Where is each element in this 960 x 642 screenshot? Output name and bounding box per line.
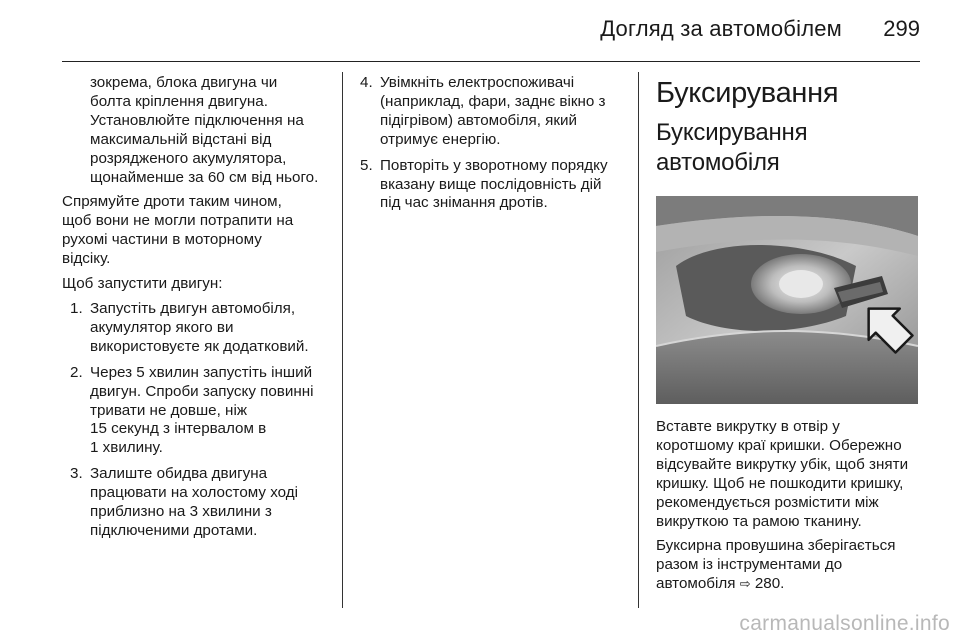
- towing-eye-storage-paragraph: Буксирна провушина зберігається разом із інструментами до автомобіля ⇨ 280.: [656, 537, 896, 593]
- column-three: [656, 76, 926, 600]
- list-item: 2. Через 5 хвилин запустіть інший двигун. Спроби запуску повинні тривати не довше, ніж 15 секунд з інтервалом в 1 хвилину.: [70, 363, 314, 457]
- list-item: 4. Увімкніть електроспоживачі (наприклад, фари, заднє вікно з підігрівом) автомобіля, який отримує енергію.: [360, 74, 606, 148]
- column-divider-left: [342, 72, 343, 608]
- subsection-title: Буксирування автомобіля: [656, 119, 808, 176]
- header-title: Догляд за автомобілем: [600, 16, 842, 41]
- page-reference-arrow-icon: ⇨: [739, 576, 751, 592]
- watermark-text: carmanualsonline.info: [739, 612, 950, 635]
- column-one: [62, 74, 338, 548]
- page-header: [62, 0, 920, 62]
- front-bumper-towing-eye-cover-illustration: [656, 196, 918, 404]
- start-engine-intro: Щоб запустити двигун:: [62, 275, 223, 293]
- column-two: [352, 74, 634, 220]
- section-title: Буксирування: [656, 77, 839, 109]
- column-divider-right: [638, 72, 639, 608]
- list-item: 5. Повторіть у зворотному порядку вказану вище послідовність дій під час знімання дротів.: [360, 156, 608, 212]
- start-steps-list: [62, 300, 338, 541]
- list-item: 1. Запустіть двигун автомобіля, акумулятор якого ви використовуєте як додатковий.: [70, 299, 309, 355]
- page-reference-link[interactable]: 280.: [754, 575, 785, 593]
- page-number: 299: [883, 16, 920, 41]
- continued-paragraph: зокрема, блока двигуна чи болта кріплення двигуна. Установлюйте підключення на максимальній відстані від розрядженого акумулятора, щонайменше за 60 см від нього.: [90, 74, 319, 186]
- remove-cover-paragraph: Вставте викрутку в отвір у коротшому краї кришки. Обережно відсувайте викрутку убік, щоб зняти кришку. Щоб не пошкодити кришку, рекомендується розмістити між викруткою та рамою тканину.: [656, 418, 909, 530]
- list-item: 3. Залиште обидва двигуна працювати на холостому ході приблизно на 3 хвилини з підключеними дротами.: [70, 465, 298, 539]
- route-cables-paragraph: Спрямуйте дроти таким чином, щоб вони не могли потрапити на рухомі частини в моторному відсіку.: [62, 193, 294, 268]
- stop-steps-list: [352, 74, 634, 213]
